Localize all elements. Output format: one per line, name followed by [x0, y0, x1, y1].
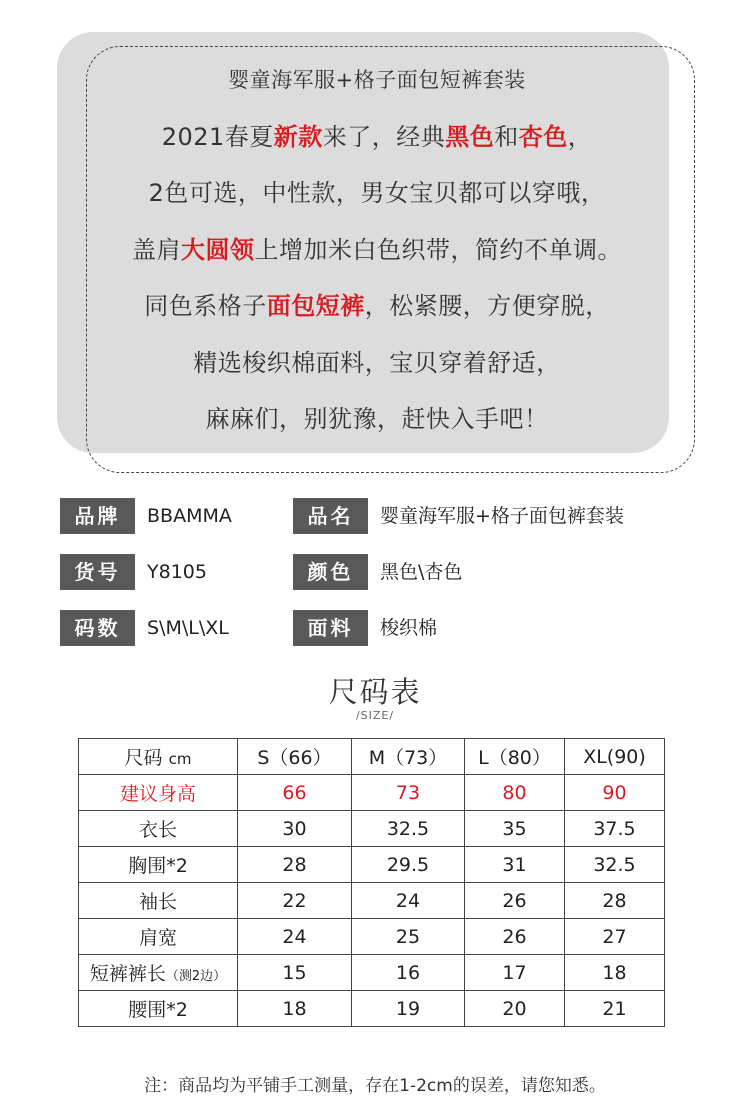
spec-label: 品牌 — [60, 498, 135, 534]
intro-text: ， — [567, 122, 593, 151]
intro-line-5 — [57, 278, 697, 335]
spec-value: Y8105 — [147, 561, 207, 583]
intro-text: 2021春夏 — [161, 122, 274, 151]
row-label: 袖长 — [138, 891, 177, 913]
row-label: 腰围*2 — [128, 999, 188, 1021]
row-label-cell — [79, 775, 238, 811]
row-label: 短裤裤长 — [89, 963, 166, 985]
intro-line-2 — [57, 109, 697, 166]
table-row — [79, 883, 665, 919]
table-cell: 28 — [565, 883, 665, 919]
row-label-cell — [79, 883, 238, 919]
row-label: 衣长 — [138, 819, 177, 841]
table-cell: 35 — [465, 811, 565, 847]
intro-headline: 婴童海军服+格子面包短裤套装 — [228, 68, 526, 92]
table-row — [79, 847, 665, 883]
table-header-cell: XL(90) — [565, 739, 665, 775]
spec-value: BBAMMA — [147, 505, 232, 527]
table-header-cell: L（80） — [465, 739, 565, 775]
table-row — [79, 811, 665, 847]
intro-highlight: 面包短裤 — [266, 292, 365, 320]
table-row — [79, 991, 665, 1027]
spec-value: 梭织棉 — [380, 617, 438, 639]
table-cell: 32.5 — [352, 811, 465, 847]
spec-label: 品名 — [293, 498, 368, 534]
table-cell: 20 — [465, 991, 565, 1027]
row-label-cell — [79, 847, 238, 883]
row-label-cell — [79, 919, 238, 955]
intro-text: 同色系格子 — [144, 292, 267, 320]
table-cell: 66 — [238, 775, 352, 811]
intro-text: ，松紧腰，方便穿脱， — [364, 292, 610, 320]
spec-label: 码数 — [60, 610, 135, 646]
intro-highlight: 黑色 — [445, 122, 495, 151]
table-cell: 19 — [352, 991, 465, 1027]
table-header-cell: M（73） — [352, 739, 465, 775]
intro-text: 和 — [494, 122, 519, 151]
table-cell: 18 — [238, 991, 352, 1027]
row-label-cell — [79, 811, 238, 847]
table-cell: 16 — [352, 955, 465, 991]
intro-text-block — [57, 52, 697, 448]
intro-text: 盖肩 — [132, 235, 181, 264]
table-cell: 31 — [465, 847, 565, 883]
table-cell: 24 — [352, 883, 465, 919]
table-row — [79, 919, 665, 955]
intro-text: 上增加米白色织带，简约不单调。 — [254, 235, 622, 264]
table-cell: 26 — [465, 883, 565, 919]
table-cell: 80 — [465, 775, 565, 811]
table-cell: 25 — [352, 919, 465, 955]
table-cell: 30 — [238, 811, 352, 847]
table-cell: 18 — [565, 955, 665, 991]
spec-value: 婴童海军服+格子面包裤套装 — [380, 505, 624, 527]
spec-value: 黑色\杏色 — [380, 561, 463, 583]
table-header-row — [79, 739, 665, 775]
row-label-note: （测2边） — [165, 969, 227, 984]
spec-value: S\M\L\XL — [147, 617, 229, 639]
header-label: 尺码 — [124, 747, 163, 769]
row-label-cell — [79, 991, 238, 1027]
row-label: 建议身高 — [119, 783, 196, 805]
table-header-cell: S（66） — [238, 739, 352, 775]
table-cell: 27 — [565, 919, 665, 955]
table-cell: 15 — [238, 955, 352, 991]
table-cell: 22 — [238, 883, 352, 919]
intro-highlight: 新款 — [273, 122, 323, 151]
intro-highlight: 杏色 — [518, 122, 568, 151]
row-label: 肩宽 — [138, 927, 177, 949]
header-unit: cm — [168, 750, 192, 768]
table-cell: 24 — [238, 919, 352, 955]
table-header-cell — [79, 739, 238, 775]
intro-line-6: 精选梭织棉面料，宝贝穿着舒适， — [193, 348, 561, 377]
size-table — [78, 738, 665, 1027]
table-cell: 73 — [352, 775, 465, 811]
table-cell: 29.5 — [352, 847, 465, 883]
intro-text: 来了，经典 — [322, 122, 446, 151]
table-cell: 90 — [565, 775, 665, 811]
spec-label: 面料 — [293, 610, 368, 646]
row-label: 胸围*2 — [128, 855, 188, 877]
table-cell: 26 — [465, 919, 565, 955]
measurement-footnote: 注：商品均为平铺手工测量，存在1-2cm的误差，请您知悉。 — [144, 1076, 606, 1096]
intro-line-7: 麻麻们，别犹豫，赶快入手吧！ — [205, 405, 549, 433]
size-chart-title: 尺码表 — [328, 675, 422, 709]
intro-highlight: 大圆领 — [181, 235, 255, 264]
spec-label: 货号 — [60, 554, 135, 590]
size-chart-subtitle: /SIZE/ — [355, 709, 395, 722]
table-cell: 37.5 — [565, 811, 665, 847]
intro-line-3: 2色可选，中性款，男女宝贝都可以穿哦， — [148, 179, 606, 207]
table-cell: 28 — [238, 847, 352, 883]
spec-label: 颜色 — [293, 554, 368, 590]
intro-line-4 — [57, 222, 697, 279]
table-row — [79, 955, 665, 991]
row-label-cell — [79, 955, 238, 991]
table-row — [79, 775, 665, 811]
table-cell: 17 — [465, 955, 565, 991]
table-cell: 21 — [565, 991, 665, 1027]
table-cell: 32.5 — [565, 847, 665, 883]
